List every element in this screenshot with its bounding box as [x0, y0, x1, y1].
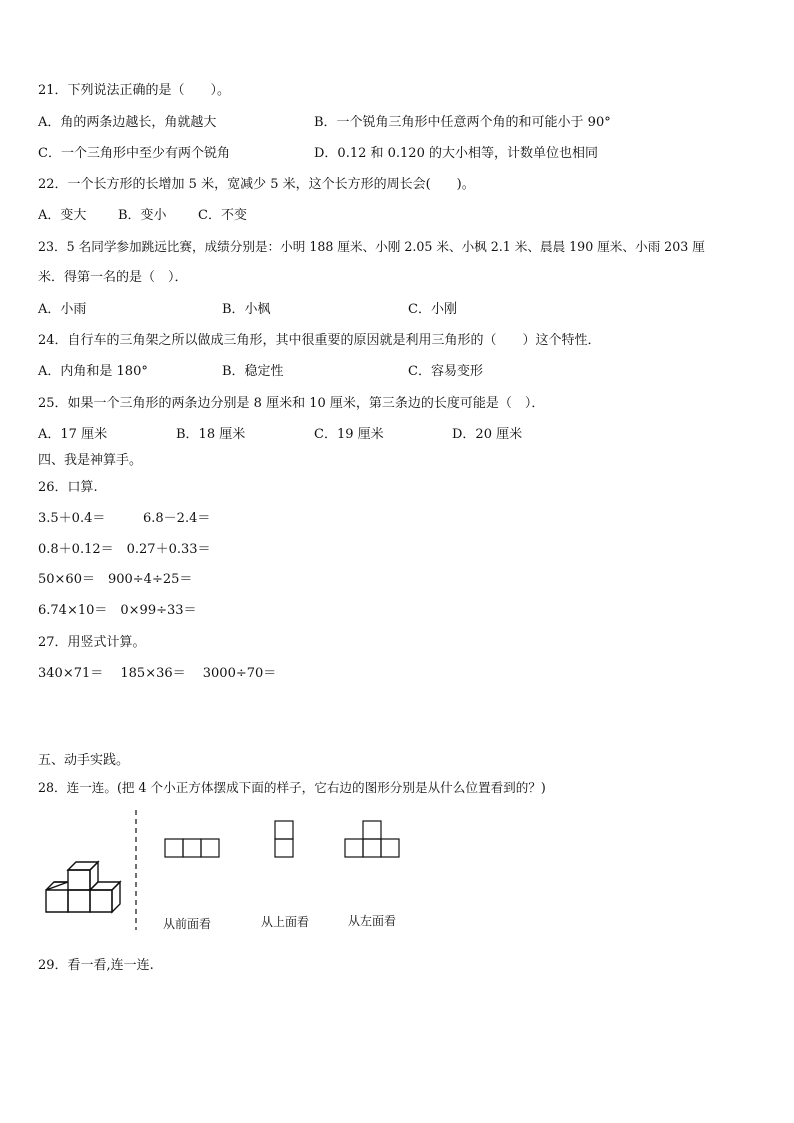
- q26-stem: 26．口算.: [38, 480, 98, 495]
- top-view-figure: [274, 820, 298, 860]
- cube-stack-figure: [40, 852, 130, 922]
- q22-option-a: A．变大: [38, 208, 87, 223]
- q26-item-1a: 3.5＋0.4＝: [38, 511, 106, 526]
- q21-option-c: C．一个三角形中至少有两个锐角: [38, 146, 230, 161]
- q24-option-a: A．内角和是 180°: [38, 364, 148, 379]
- q29-stem: 29．看一看,连一连.: [38, 958, 154, 973]
- caption-front-view: 从前面看: [163, 917, 212, 931]
- q22-option-c: C．不变: [198, 208, 247, 223]
- q21-option-d: D．0.12 和 0.120 的大小相等，计数单位也相同: [314, 146, 598, 161]
- left-view-figure: [344, 820, 404, 860]
- q21-option-b: B．一个锐角三角形中任意两个角的和可能小于 90°: [314, 115, 611, 130]
- q22-stem: 22．一个长方形的长增加 5 米，宽减少 5 米，这个长方形的周长会( )。: [38, 177, 475, 192]
- q25-option-b: B．18 厘米: [176, 427, 246, 442]
- section-five-heading: 五、动手实践。: [38, 753, 130, 768]
- q26-row-4: 6.74×10＝ 0×99÷33＝: [38, 603, 197, 618]
- q23-option-c: C．小刚: [408, 302, 457, 317]
- q28-stem: 28．连一连。(把 4 个小正方体摆成下面的样子，它右边的图形分别是从什么位置看到的？): [38, 780, 546, 795]
- q25-option-a: A．17 厘米: [38, 427, 108, 442]
- caption-left-view: 从左面看: [348, 914, 397, 928]
- q26-row-2: 0.8＋0.12＝ 0.27＋0.33＝: [38, 542, 211, 557]
- q24-stem: 24．自行车的三角架之所以做成三角形，其中很重要的原因就是利用三角形的（ ）这个特性．: [38, 333, 601, 348]
- q26-row-3: 50×60＝ 900÷4÷25＝: [38, 572, 193, 587]
- dashed-divider: [133, 810, 139, 930]
- q25-option-d: D．20 厘米: [452, 427, 523, 442]
- q21-stem: 21．下列说法正确的是（ ）。: [38, 83, 231, 98]
- q21-option-a: A．角的两条边越长，角就越大: [38, 115, 217, 130]
- section-four-heading: 四、我是神算手。: [38, 453, 143, 468]
- q25-stem: 25．如果一个三角形的两条边分别是 8 厘米和 10 厘米，第三条边的长度可能是（ ）．: [38, 396, 545, 411]
- q27-stem: 27．用竖式计算。: [38, 635, 146, 650]
- q22-option-b: B．变小: [118, 208, 167, 223]
- caption-top-view: 从上面看: [261, 915, 310, 929]
- q23-option-a: A．小雨: [38, 302, 87, 317]
- q26-item-1b: 6.8－2.4＝: [143, 511, 211, 526]
- q24-option-c: C．容易变形: [408, 364, 483, 379]
- front-view-figure: [164, 838, 224, 860]
- q23-option-b: B．小枫: [222, 302, 271, 317]
- q24-option-b: B．稳定性: [222, 364, 284, 379]
- q23-stem-line2: 米．得第一名的是（ ）．: [38, 270, 188, 285]
- q23-stem-line1: 23．5 名同学参加跳远比赛，成绩分别是：小明 188 厘米、小刚 2.05 米、小枫 2.1 米、晨晨 190 厘米、小雨 203 厘: [38, 239, 705, 254]
- q27-row: 340×71＝ 185×36＝ 3000÷70＝: [38, 666, 277, 681]
- q25-option-c: C．19 厘米: [314, 427, 384, 442]
